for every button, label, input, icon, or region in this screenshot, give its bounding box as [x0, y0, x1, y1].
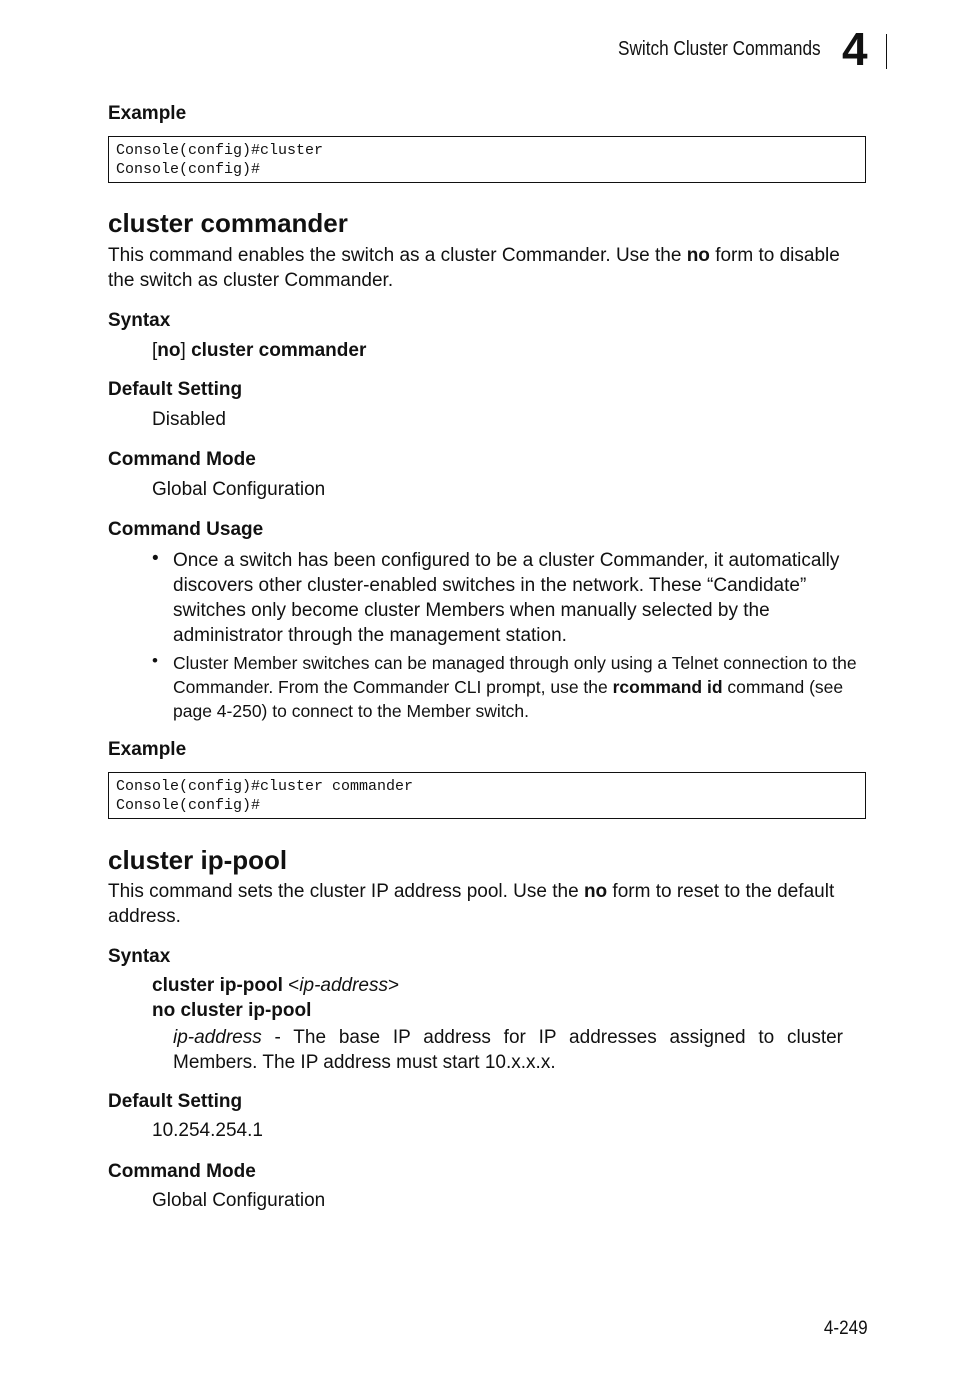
- chapter-number: 4: [842, 23, 868, 75]
- command-mode-value: Global Configuration: [152, 479, 326, 500]
- bullet-marker: •: [152, 548, 159, 569]
- syntax-line: [no] cluster commander: [152, 340, 367, 361]
- command-title: cluster ip-pool: [108, 845, 288, 875]
- code-line: Console(config)#cluster commander: [116, 778, 414, 795]
- command-description: This command enables the switch as a cluster Commander. Use the no form to disable the switch as cluster Commander.: [108, 245, 840, 291]
- usage-bullet: Cluster Member switches can be managed through only using a Telnet connection to the Commander. From the Commander CLI prompt, use the rcommand id command (see page 4-250) to connect to the Member switch.: [173, 653, 857, 721]
- page-number: 4-249: [824, 1318, 868, 1339]
- default-setting-value: 10.254.254.1: [152, 1120, 263, 1141]
- default-setting-heading: Default Setting: [108, 1091, 243, 1112]
- syntax-heading: Syntax: [108, 946, 171, 967]
- syntax-line: cluster ip-pool <ip-address>: [152, 975, 400, 996]
- example-heading: Example: [108, 739, 187, 760]
- default-setting-value: Disabled: [152, 409, 226, 430]
- command-usage-heading: Command Usage: [108, 519, 264, 540]
- syntax-heading: Syntax: [108, 310, 171, 331]
- code-line: Console(config)#: [116, 161, 261, 178]
- command-mode-heading: Command Mode: [108, 1161, 256, 1182]
- code-line: Console(config)#cluster: [116, 142, 324, 159]
- code-block: [108, 136, 866, 183]
- bullet-marker: •: [152, 651, 158, 670]
- command-mode-value: Global Configuration: [152, 1190, 326, 1211]
- code-line: Console(config)#: [116, 797, 261, 814]
- example-heading: Example: [108, 103, 187, 124]
- code-block: [108, 772, 866, 819]
- chapter-divider: [886, 34, 887, 69]
- default-setting-heading: Default Setting: [108, 379, 243, 400]
- command-mode-heading: Command Mode: [108, 449, 256, 470]
- syntax-line: no cluster ip-pool: [152, 1000, 312, 1021]
- running-header-title: Switch Cluster Commands: [618, 38, 821, 60]
- usage-bullet: Once a switch has been configured to be a cluster Commander, it automatically discovers other cluster-enabled switches in the network. These “Candidate” switches only become cluster Members when manually selected by the administrator through the management station.: [173, 550, 840, 646]
- parameter-description: ip-address - The base IP address for IP addresses assigned to cluster Members. The IP address must start 10.x.x.x.: [173, 1027, 843, 1073]
- command-title: cluster commander: [108, 208, 348, 238]
- command-description: This command sets the cluster IP address pool. Use the no form to reset to the default address.: [108, 881, 835, 927]
